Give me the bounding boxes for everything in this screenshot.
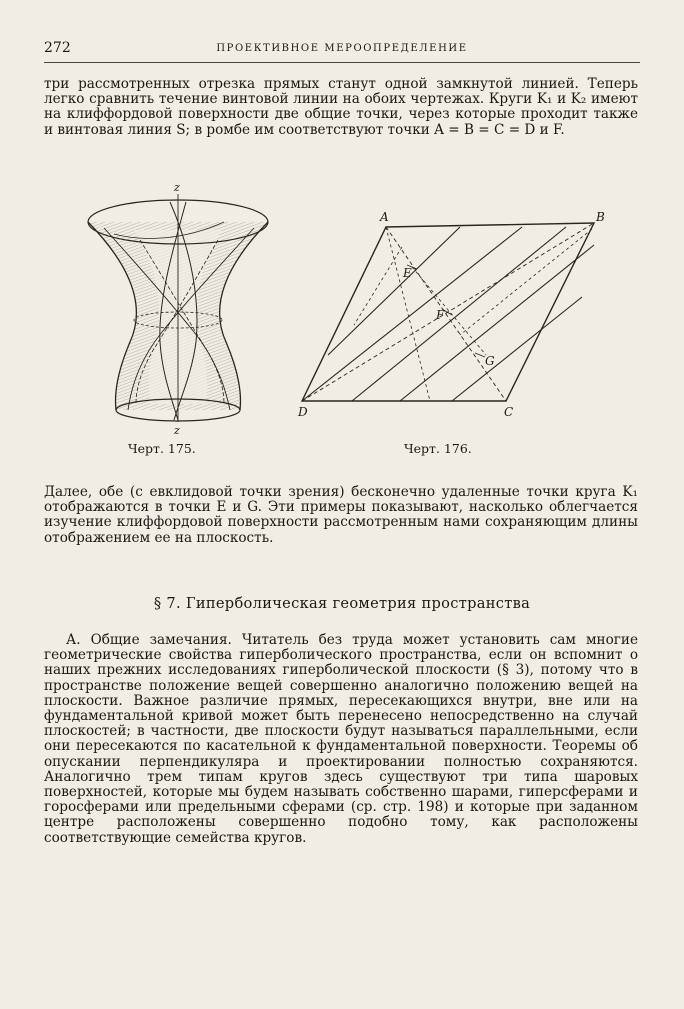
paragraph-summary: Далее, обе (с евклидовой точки зрения) бесконечно удаленные точки круга K₁ отображаются в точки E и G. Эти примеры показывают, насколько облегчается изучение клиффордовой поверхности рассмотренным нами сохраняющим длины отображением ее на плоскость. [44, 484, 638, 546]
fig175-label-top: z [174, 182, 180, 194]
section-title: § 7. Гиперболическая геометрия пространства [153, 595, 531, 612]
fig176-label-E: E [403, 266, 412, 280]
running-title: ПРОЕКТИВНОЕ МЕРООПРЕДЕЛЕНИЕ [216, 43, 468, 54]
fig175-label-bottom: z [174, 424, 180, 437]
header-rule [44, 62, 640, 63]
fig176-label-B: B [596, 210, 605, 224]
page-header [44, 40, 640, 60]
fig176-label-C: C [504, 405, 514, 419]
fig176-label-D: D [298, 405, 308, 419]
fig176-label-A: A [380, 210, 389, 224]
page-number: 272 [44, 40, 71, 56]
fig176-label-G: G [485, 354, 495, 368]
paragraph-continued: три рассмотренных отрезка прямых станут одной замкнутой линией. Теперь легко сравнить течение винтовой линии на обоих чертежах. Круги K₁ и K₂ имеют на клиффордовой поверхности две общие точки, через которые проходит также и винтовая линия S; в ромбе им соответствуют точки A = B = C = D и F. [44, 76, 638, 138]
figure-175-caption: Черт. 175. [128, 441, 196, 456]
fig176-label-F: F [436, 308, 445, 322]
figure-175-hyperboloid [74, 182, 284, 442]
figure-176-rhombus [292, 205, 622, 437]
paragraph-general-remarks: А. Общие замечания. Читатель без труда может установить сам многие геометрические свойства гиперболического пространства, если он вспомнит о наших прежних исследованиях гиперболической плоскости (§ 3), потому что в пространстве положение вещей совершенно аналогично положению вещей на плоскости. Важное различие прямых, пересекающихся внутри, вне или на фундаментальной кривой может быть перенесено непосредственно на случай плоскостей; в частности, две плоскости будут называться параллельными, если они пересекаются по касательной к фундаментальной поверхности. Теоремы об опускании перпендикуляра и проектировании полностью сохраняются. Аналогично трем типам кругов здесь существуют три типа шаровых поверхностей, которые мы будем называть собственно шарами, гиперсферами и горосферами или предельными сферами (ср. стр. 198) и которые при заданном центре расположены совершенно подобно тому, как расположены соответствующие семейства кругов. [44, 632, 638, 846]
figure-176-caption: Черт. 176. [404, 441, 472, 456]
